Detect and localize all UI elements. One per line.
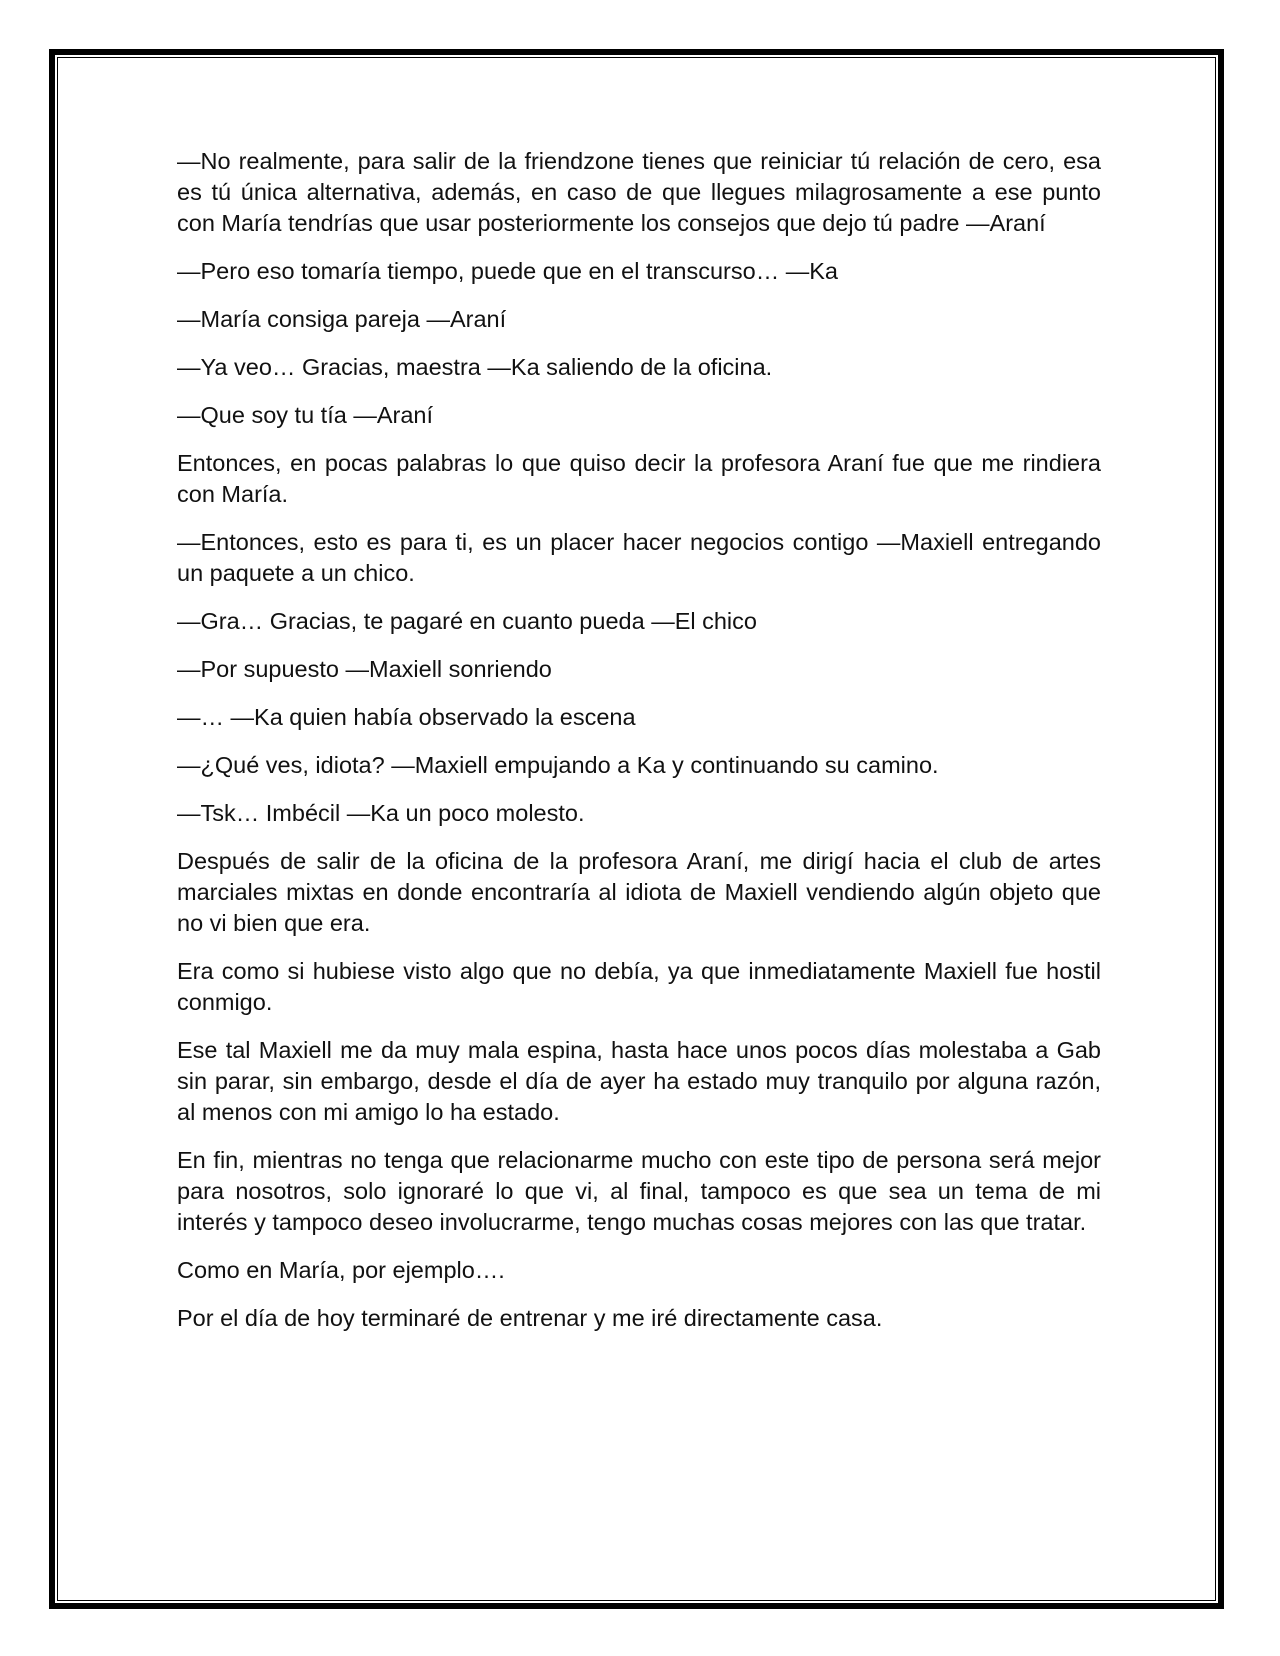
paragraph-4: —Ya veo… Gracias, maestra —Ka saliendo de la oficina. — [177, 354, 773, 380]
paragraph-13: Después de salir de la oficina de la profesora Araní, me dirigí hacia el club de artes marciales mixtas en donde encontraría al idiota de Maxiell vendiendo algún objeto que no vi bien que era. — [177, 848, 1101, 936]
paragraph-11: —¿Qué ves, idiota? —Maxiell empujando a Ka y continuando su camino. — [177, 752, 939, 778]
paragraph-14: Era como si hubiese visto algo que no debía, ya que inmediatamente Maxiell fue hostil conmigo. — [177, 958, 1101, 1015]
paragraph-5: —Que soy tu tía —Araní — [177, 402, 433, 428]
paragraph-16: En fin, mientras no tenga que relacionarme mucho con este tipo de persona será mejor para nosotros, solo ignoraré lo que vi, al final, tampoco es que sea un tema de mi interés y tampoco deseo involucrarme, tengo muchas cosas mejores con las que tratar. — [177, 1147, 1101, 1235]
paragraph-7: —Entonces, esto es para ti, es un placer hacer negocios contigo —Maxiell entregando un paquete a un chico. — [177, 529, 1101, 586]
paragraph-10: —… —Ka quien había observado la escena — [177, 704, 636, 730]
paragraph-15: Ese tal Maxiell me da muy mala espina, hasta hace unos pocos días molestaba a Gab sin parar, sin embargo, desde el día de ayer ha estado muy tranquilo por alguna razón, al menos con mi amigo lo ha estado. — [177, 1037, 1101, 1125]
paragraph-9: —Por supuesto —Maxiell sonriendo — [177, 656, 552, 682]
paragraph-12: —Tsk… Imbécil —Ka un poco molesto. — [177, 800, 585, 826]
paragraph-1: —No realmente, para salir de la friendzone tienes que reiniciar tú relación de cero, esa es tú única alternativa, además, en caso de que llegues milagrosamente a ese punto con María tendrías que usar posteriormente los consejos que dejo tú padre —Araní — [177, 148, 1101, 236]
document-body — [177, 146, 1101, 1351]
paragraph-3: —María consiga pareja —Araní — [177, 306, 507, 332]
paragraph-6: Entonces, en pocas palabras lo que quiso decir la profesora Araní fue que me rindiera con María. — [177, 450, 1101, 507]
paragraph-2: —Pero eso tomaría tiempo, puede que en el transcurso… —Ka — [177, 258, 838, 284]
paragraph-18: Por el día de hoy terminaré de entrenar y me iré directamente casa. — [177, 1305, 883, 1331]
paragraph-8: —Gra… Gracias, te pagaré en cuanto pueda —El chico — [177, 608, 757, 634]
paragraph-17: Como en María, por ejemplo…. — [177, 1257, 505, 1283]
